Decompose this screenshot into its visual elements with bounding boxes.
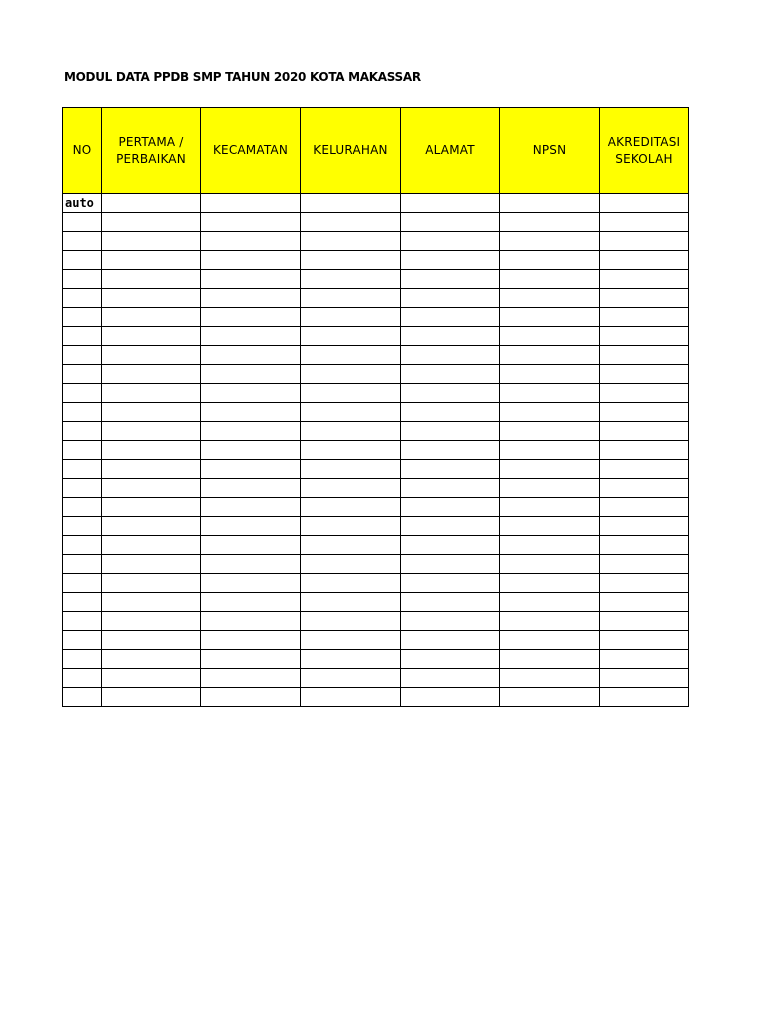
table-cell-pertama-perbaikan[interactable] — [102, 194, 201, 213]
table-row — [63, 194, 689, 213]
table-cell-no[interactable] — [63, 536, 102, 555]
column-header-no: NO — [63, 108, 102, 194]
table-cell-pertama-perbaikan[interactable] — [102, 555, 201, 574]
table-cell-alamat[interactable] — [401, 479, 500, 498]
table-cell-kecamatan[interactable] — [201, 517, 301, 536]
table-cell-npsn[interactable] — [500, 460, 600, 479]
table-cell-alamat[interactable] — [401, 612, 500, 631]
table-cell-alamat[interactable] — [401, 327, 500, 346]
table-cell-pertama-perbaikan[interactable] — [102, 327, 201, 346]
table-cell-kecamatan[interactable] — [201, 612, 301, 631]
table-cell-npsn[interactable] — [500, 403, 600, 422]
table-cell-kelurahan[interactable] — [301, 479, 401, 498]
table-cell-no[interactable] — [63, 327, 102, 346]
table-cell-npsn[interactable] — [500, 574, 600, 593]
table-cell-pertama-perbaikan[interactable] — [102, 669, 201, 688]
table-cell-kelurahan[interactable] — [301, 194, 401, 213]
table-cell-kecamatan[interactable] — [201, 422, 301, 441]
table-cell-kelurahan[interactable] — [301, 517, 401, 536]
table-cell-npsn[interactable] — [500, 289, 600, 308]
table-cell-akreditasi-sekolah[interactable] — [600, 251, 689, 270]
column-header-alamat: ALAMAT — [401, 108, 500, 194]
table-cell-npsn[interactable] — [500, 688, 600, 707]
table-row — [63, 346, 689, 365]
table-cell-akreditasi-sekolah[interactable] — [600, 479, 689, 498]
table-cell-alamat[interactable] — [401, 555, 500, 574]
table-cell-kelurahan[interactable] — [301, 612, 401, 631]
table-cell-kelurahan[interactable] — [301, 574, 401, 593]
table-cell-no[interactable] — [63, 365, 102, 384]
table-cell-kecamatan[interactable] — [201, 289, 301, 308]
table-cell-npsn[interactable] — [500, 593, 600, 612]
table-cell-akreditasi-sekolah[interactable] — [600, 194, 689, 213]
table-cell-pertama-perbaikan[interactable] — [102, 498, 201, 517]
table-cell-alamat[interactable] — [401, 251, 500, 270]
column-header-npsn: NPSN — [500, 108, 600, 194]
table-cell-pertama-perbaikan[interactable] — [102, 460, 201, 479]
table-cell-alamat[interactable] — [401, 669, 500, 688]
table-cell-npsn[interactable] — [500, 631, 600, 650]
table-cell-alamat[interactable] — [401, 403, 500, 422]
table-cell-alamat[interactable] — [401, 194, 500, 213]
table-cell-kelurahan[interactable] — [301, 441, 401, 460]
table-cell-no[interactable] — [63, 232, 102, 251]
table-cell-npsn[interactable] — [500, 232, 600, 251]
table-cell-kecamatan[interactable] — [201, 194, 301, 213]
table-cell-npsn[interactable] — [500, 555, 600, 574]
table-cell-npsn[interactable] — [500, 517, 600, 536]
table-row — [63, 270, 689, 289]
table-cell-akreditasi-sekolah[interactable] — [600, 536, 689, 555]
table-cell-kelurahan[interactable] — [301, 289, 401, 308]
table-cell-akreditasi-sekolah[interactable] — [600, 593, 689, 612]
table-cell-pertama-perbaikan[interactable] — [102, 403, 201, 422]
table-cell-alamat[interactable] — [401, 517, 500, 536]
table-cell-no[interactable] — [63, 441, 102, 460]
table-cell-akreditasi-sekolah[interactable] — [600, 669, 689, 688]
table-row — [63, 460, 689, 479]
table-cell-kelurahan[interactable] — [301, 213, 401, 232]
table-cell-akreditasi-sekolah[interactable] — [600, 289, 689, 308]
table-cell-kecamatan[interactable] — [201, 593, 301, 612]
table-cell-akreditasi-sekolah[interactable] — [600, 346, 689, 365]
table-cell-kecamatan[interactable] — [201, 650, 301, 669]
table-cell-npsn[interactable] — [500, 270, 600, 289]
table-cell-npsn[interactable] — [500, 251, 600, 270]
table-cell-kelurahan[interactable] — [301, 403, 401, 422]
table-row — [63, 517, 689, 536]
table-cell-npsn[interactable] — [500, 346, 600, 365]
table-cell-akreditasi-sekolah[interactable] — [600, 612, 689, 631]
table-row — [63, 650, 689, 669]
table-cell-kecamatan[interactable] — [201, 403, 301, 422]
table-cell-kelurahan[interactable] — [301, 308, 401, 327]
table-cell-akreditasi-sekolah[interactable] — [600, 365, 689, 384]
table-cell-pertama-perbaikan[interactable] — [102, 251, 201, 270]
table-cell-no[interactable] — [63, 650, 102, 669]
table-row — [63, 232, 689, 251]
table-row — [63, 403, 689, 422]
table-cell-akreditasi-sekolah[interactable] — [600, 384, 689, 403]
table-cell-alamat[interactable] — [401, 384, 500, 403]
table-row — [63, 251, 689, 270]
table-cell-no[interactable] — [63, 308, 102, 327]
table-cell-alamat[interactable] — [401, 460, 500, 479]
table-row — [63, 365, 689, 384]
table-cell-npsn[interactable] — [500, 479, 600, 498]
table-cell-pertama-perbaikan[interactable] — [102, 289, 201, 308]
table-row — [63, 479, 689, 498]
table-cell-pertama-perbaikan[interactable] — [102, 365, 201, 384]
table-row — [63, 536, 689, 555]
table-row — [63, 498, 689, 517]
table-cell-no[interactable] — [63, 403, 102, 422]
table-cell-pertama-perbaikan[interactable] — [102, 422, 201, 441]
table-cell-kelurahan[interactable] — [301, 365, 401, 384]
table-cell-kelurahan[interactable] — [301, 688, 401, 707]
table-cell-kecamatan[interactable] — [201, 251, 301, 270]
table-cell-kecamatan[interactable] — [201, 669, 301, 688]
table-cell-kecamatan[interactable] — [201, 688, 301, 707]
table-cell-alamat[interactable] — [401, 346, 500, 365]
table-cell-kelurahan[interactable] — [301, 555, 401, 574]
table-cell-kelurahan[interactable] — [301, 593, 401, 612]
table-cell-kecamatan[interactable] — [201, 460, 301, 479]
table-cell-kelurahan[interactable] — [301, 669, 401, 688]
table-cell-npsn[interactable] — [500, 384, 600, 403]
table-cell-akreditasi-sekolah[interactable] — [600, 308, 689, 327]
table-row — [63, 593, 689, 612]
table-cell-alamat[interactable] — [401, 441, 500, 460]
table-cell-no[interactable]: auto — [63, 194, 102, 213]
table-cell-no[interactable] — [63, 631, 102, 650]
table-row — [63, 327, 689, 346]
table-cell-kelurahan[interactable] — [301, 346, 401, 365]
table-cell-pertama-perbaikan[interactable] — [102, 384, 201, 403]
table-cell-no[interactable] — [63, 270, 102, 289]
document-title: MODUL DATA PPDB SMP TAHUN 2020 KOTA MAKASSAR — [64, 70, 421, 84]
table-cell-akreditasi-sekolah[interactable] — [600, 688, 689, 707]
table-cell-kecamatan[interactable] — [201, 631, 301, 650]
table-cell-alamat[interactable] — [401, 213, 500, 232]
table-cell-kecamatan[interactable] — [201, 479, 301, 498]
table-cell-no[interactable] — [63, 593, 102, 612]
ppdb-data-table — [62, 107, 689, 707]
table-cell-npsn[interactable] — [500, 612, 600, 631]
table-cell-kecamatan[interactable] — [201, 270, 301, 289]
table-cell-pertama-perbaikan[interactable] — [102, 232, 201, 251]
table-cell-kecamatan[interactable] — [201, 365, 301, 384]
table-cell-no[interactable] — [63, 460, 102, 479]
table-cell-no[interactable] — [63, 479, 102, 498]
table-cell-npsn[interactable] — [500, 194, 600, 213]
table-cell-kecamatan[interactable] — [201, 327, 301, 346]
table-row — [63, 213, 689, 232]
table-row — [63, 422, 689, 441]
table-cell-alamat[interactable] — [401, 650, 500, 669]
table-cell-pertama-perbaikan[interactable] — [102, 346, 201, 365]
table-cell-alamat[interactable] — [401, 574, 500, 593]
table-row — [63, 612, 689, 631]
table-cell-pertama-perbaikan[interactable] — [102, 631, 201, 650]
table-cell-akreditasi-sekolah[interactable] — [600, 517, 689, 536]
table-cell-pertama-perbaikan[interactable] — [102, 688, 201, 707]
table-body — [63, 194, 689, 707]
table-row — [63, 555, 689, 574]
table-cell-kecamatan[interactable] — [201, 498, 301, 517]
table-cell-no[interactable] — [63, 612, 102, 631]
table-cell-no[interactable] — [63, 289, 102, 308]
table-cell-akreditasi-sekolah[interactable] — [600, 403, 689, 422]
table-cell-alamat[interactable] — [401, 536, 500, 555]
table-cell-no[interactable] — [63, 213, 102, 232]
table-cell-kecamatan[interactable] — [201, 232, 301, 251]
table-cell-kelurahan[interactable] — [301, 498, 401, 517]
table-cell-kelurahan[interactable] — [301, 631, 401, 650]
table-cell-akreditasi-sekolah[interactable] — [600, 213, 689, 232]
table-cell-npsn[interactable] — [500, 327, 600, 346]
table-cell-pertama-perbaikan[interactable] — [102, 517, 201, 536]
table-cell-akreditasi-sekolah[interactable] — [600, 498, 689, 517]
table-cell-akreditasi-sekolah[interactable] — [600, 327, 689, 346]
table-cell-kecamatan[interactable] — [201, 346, 301, 365]
table-cell-npsn[interactable] — [500, 422, 600, 441]
table-cell-no[interactable] — [63, 574, 102, 593]
table-cell-pertama-perbaikan[interactable] — [102, 441, 201, 460]
table-cell-no[interactable] — [63, 384, 102, 403]
table-cell-pertama-perbaikan[interactable] — [102, 270, 201, 289]
table-cell-kelurahan[interactable] — [301, 460, 401, 479]
column-header-kelurahan: KELURAHAN — [301, 108, 401, 194]
table-cell-alamat[interactable] — [401, 270, 500, 289]
table-row — [63, 441, 689, 460]
table-cell-kelurahan[interactable] — [301, 422, 401, 441]
table-cell-alamat[interactable] — [401, 422, 500, 441]
table-row — [63, 289, 689, 308]
table-cell-kecamatan[interactable] — [201, 384, 301, 403]
column-header-pertama-perbaikan: PERTAMA / PERBAIKAN — [102, 108, 201, 194]
table-header-row — [63, 108, 689, 194]
table-cell-npsn[interactable] — [500, 308, 600, 327]
table-cell-no[interactable] — [63, 422, 102, 441]
column-header-kecamatan: KECAMATAN — [201, 108, 301, 194]
table-cell-pertama-perbaikan[interactable] — [102, 308, 201, 327]
table-cell-npsn[interactable] — [500, 213, 600, 232]
table-cell-kecamatan[interactable] — [201, 441, 301, 460]
table-cell-no[interactable] — [63, 517, 102, 536]
table-cell-no[interactable] — [63, 251, 102, 270]
table-cell-kelurahan[interactable] — [301, 650, 401, 669]
table-cell-kelurahan[interactable] — [301, 327, 401, 346]
table-row — [63, 631, 689, 650]
table-cell-alamat[interactable] — [401, 593, 500, 612]
table-cell-npsn[interactable] — [500, 536, 600, 555]
table-cell-kecamatan[interactable] — [201, 213, 301, 232]
table-cell-pertama-perbaikan[interactable] — [102, 612, 201, 631]
table-cell-kelurahan[interactable] — [301, 384, 401, 403]
table-cell-alamat[interactable] — [401, 688, 500, 707]
table-row — [63, 669, 689, 688]
table-cell-kelurahan[interactable] — [301, 251, 401, 270]
table-cell-alamat[interactable] — [401, 365, 500, 384]
table-cell-akreditasi-sekolah[interactable] — [600, 650, 689, 669]
table-cell-pertama-perbaikan[interactable] — [102, 593, 201, 612]
table-cell-pertama-perbaikan[interactable] — [102, 536, 201, 555]
table-cell-no[interactable] — [63, 688, 102, 707]
table-cell-kecamatan[interactable] — [201, 555, 301, 574]
table-cell-alamat[interactable] — [401, 232, 500, 251]
table-row — [63, 688, 689, 707]
table-cell-akreditasi-sekolah[interactable] — [600, 631, 689, 650]
table-cell-kelurahan[interactable] — [301, 232, 401, 251]
table-cell-akreditasi-sekolah[interactable] — [600, 232, 689, 251]
table-cell-pertama-perbaikan[interactable] — [102, 213, 201, 232]
table-cell-alamat[interactable] — [401, 498, 500, 517]
table-cell-alamat[interactable] — [401, 289, 500, 308]
table-cell-alamat[interactable] — [401, 631, 500, 650]
table-cell-pertama-perbaikan[interactable] — [102, 650, 201, 669]
table-cell-no[interactable] — [63, 498, 102, 517]
table-row — [63, 574, 689, 593]
table-cell-no[interactable] — [63, 555, 102, 574]
table-cell-kecamatan[interactable] — [201, 574, 301, 593]
table-row — [63, 384, 689, 403]
table-cell-akreditasi-sekolah[interactable] — [600, 422, 689, 441]
table-cell-alamat[interactable] — [401, 308, 500, 327]
table-cell-kelurahan[interactable] — [301, 536, 401, 555]
table-cell-no[interactable] — [63, 669, 102, 688]
table-cell-akreditasi-sekolah[interactable] — [600, 270, 689, 289]
table-cell-npsn[interactable] — [500, 669, 600, 688]
table-cell-npsn[interactable] — [500, 365, 600, 384]
table-row — [63, 308, 689, 327]
column-header-akreditasi-sekolah: AKREDITASI SEKOLAH — [600, 108, 689, 194]
table-cell-npsn[interactable] — [500, 650, 600, 669]
table-cell-kecamatan[interactable] — [201, 308, 301, 327]
table-cell-akreditasi-sekolah[interactable] — [600, 555, 689, 574]
table-cell-kelurahan[interactable] — [301, 270, 401, 289]
table-cell-npsn[interactable] — [500, 441, 600, 460]
table-cell-no[interactable] — [63, 346, 102, 365]
table-cell-pertama-perbaikan[interactable] — [102, 574, 201, 593]
table-cell-pertama-perbaikan[interactable] — [102, 479, 201, 498]
table-cell-akreditasi-sekolah[interactable] — [600, 574, 689, 593]
table-cell-kecamatan[interactable] — [201, 536, 301, 555]
table-cell-npsn[interactable] — [500, 498, 600, 517]
table-cell-akreditasi-sekolah[interactable] — [600, 460, 689, 479]
table-cell-akreditasi-sekolah[interactable] — [600, 441, 689, 460]
